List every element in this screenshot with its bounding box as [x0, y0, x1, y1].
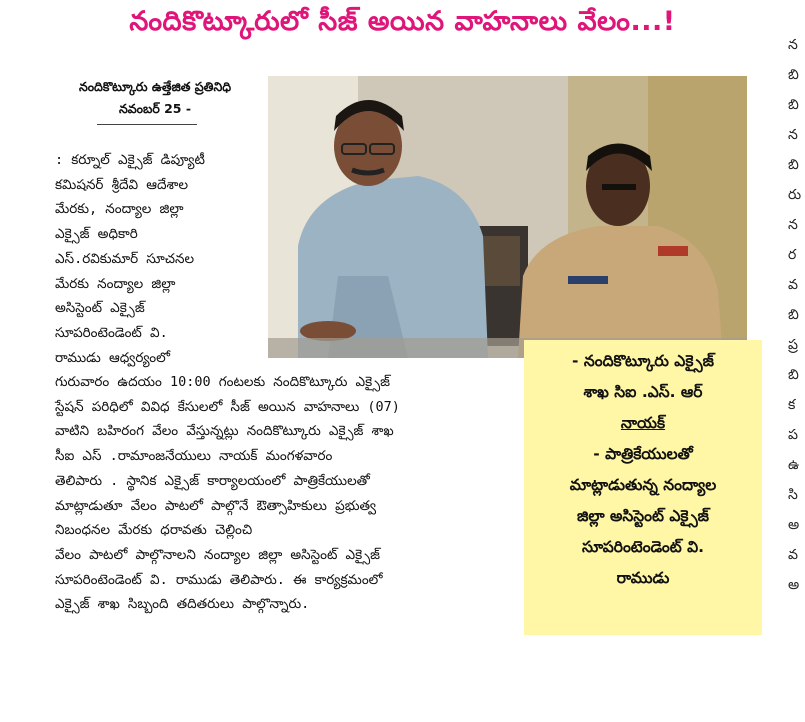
- article-line: ఎస్.రవికుమార్ సూచనల: [55, 250, 195, 267]
- article-line: వేలం పాటలో పాల్గొనాలని నంద్యాల జిల్లా అసిస్టెంట్ ఎక్సైజ్: [55, 546, 381, 563]
- article-line: : కర్నూల్ ఎక్సైజ్ డిప్యూటీ: [55, 152, 205, 168]
- article-body-narrow: [55, 148, 280, 370]
- news-photo-graphic: [268, 76, 747, 358]
- news-photo: [268, 76, 747, 358]
- article-line: మాట్లాడుతూ వేలం పాటలో పాల్గొనే ఔత్సాహికులు ప్రభుత్వ: [55, 497, 377, 514]
- adjacent-glyph: ఉ: [788, 457, 800, 473]
- adjacent-glyph: వ: [788, 547, 798, 563]
- article-line: సూపరింటెండెంట్ వి. రాముడు తెలిపారు. ఈ కార్యక్రమంలో: [55, 571, 383, 588]
- adjacent-glyph: ర: [788, 247, 797, 263]
- article-line: ఎక్సైజ్ శాఖ సిబ్బంది తదితరులు పాల్గొన్నారు.: [55, 596, 310, 613]
- article-line: కమిషనర్ శ్రీదేవి ఆదేశాల: [55, 176, 189, 193]
- caption-line: నాయక్: [620, 414, 666, 432]
- article-line: వాటిని బహిరంగ వేలం వేస్తున్నట్లు నందికొట్కూరు ఎక్సైజ్ శాఖ: [55, 423, 394, 440]
- adjacent-glyph: బి: [788, 157, 799, 173]
- caption-line: - పాత్రికేయులతో: [593, 445, 693, 463]
- adjacent-glyph: బి: [788, 67, 799, 83]
- byline-divider: [97, 124, 197, 125]
- adjacent-glyph: అ: [788, 577, 800, 593]
- article-line: నిబంధనల మేరకు ధరావతు చెల్లించి: [55, 522, 253, 539]
- adjacent-glyph: ప: [788, 427, 798, 443]
- adjacent-glyph: అ: [788, 517, 800, 533]
- caption-line: శాఖ సిఐ .ఎస్. ఆర్: [583, 383, 703, 401]
- caption-line: - నందికొట్కూరు ఎక్సైజ్: [572, 352, 714, 370]
- adjacent-glyph: సి: [788, 487, 798, 503]
- caption-line: సూపరింటెండెంట్ వి.: [581, 538, 705, 556]
- photo-caption: [524, 340, 762, 635]
- headline: నందికొట్కూరులో సీజ్ అయిన వాహనాలు వేలం...!: [129, 6, 676, 37]
- article-line: తెలిపారు . స్థానిక ఎక్సైజ్ కార్యాలయంలో పాత్రికేయులతో: [55, 472, 370, 489]
- caption-line: రాముడు: [616, 569, 670, 587]
- article-body-wide: [55, 370, 525, 617]
- adjacent-glyph: రు: [788, 187, 802, 203]
- article-line: స్టేషన్ పరిధిలో వివిధ కేసులలో సీజ్ అయిన వాహనాలు (07): [55, 398, 400, 415]
- adjacent-glyph: క: [788, 397, 796, 413]
- adjacent-glyph: వ: [788, 277, 798, 293]
- byline-reporter: నందికొట్కూరు ఉత్తేజిత ప్రతినిధి: [78, 79, 232, 94]
- adjacent-glyph: బి: [788, 307, 799, 323]
- adjacent-glyph: ప్ర: [788, 337, 798, 353]
- adjacent-glyph: బి: [788, 367, 799, 383]
- article-line: సీఐ ఎస్ .రామాంజనేయులు నాయక్ మంగళవారం: [55, 448, 333, 465]
- article-line: అసిస్టెంట్ ఎక్సైజ్: [55, 300, 145, 317]
- adjacent-glyph: బి: [788, 97, 799, 113]
- adjacent-glyph: న: [788, 217, 798, 233]
- byline-date: నవంబర్ 25 -: [118, 101, 192, 116]
- article-line: ఎక్సైజ్ అధికారి: [55, 226, 138, 243]
- article-line: గురువారం ఉదయం 10:00 గంటలకు నందికొట్కూరు ఎక్సైజ్: [55, 374, 391, 390]
- article-line: సూపరింటెండెంట్ వి.: [55, 324, 168, 341]
- article-line: మేరకు, నంద్యాల జిల్లా: [55, 201, 184, 218]
- caption-line: జిల్లా అసిస్టెంట్ ఎక్సైజ్: [577, 507, 709, 525]
- article-line: మేరకు నంద్యాల జిల్లా: [55, 275, 176, 292]
- byline: [55, 76, 255, 120]
- adjacent-glyph: న: [788, 37, 798, 53]
- adjacent-glyph: న: [788, 127, 798, 143]
- adjacent-column-fragment: [788, 30, 805, 600]
- article-line: రాముడు ఆధ్వర్యంలో: [55, 349, 170, 366]
- caption-line: మాట్లాడుతున్న నంద్యాల: [569, 476, 717, 494]
